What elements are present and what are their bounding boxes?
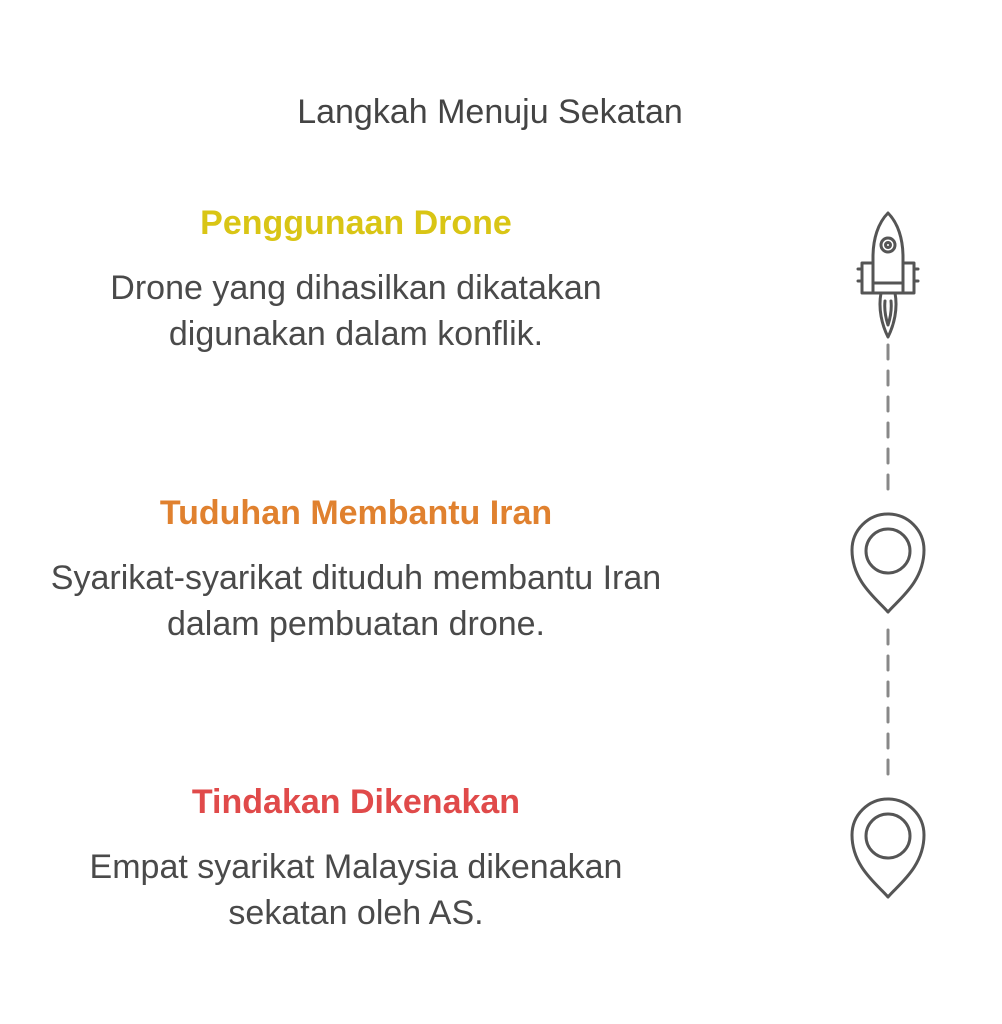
timeline [840,205,940,915]
step-heading: Tindakan Dikenakan [191,783,521,821]
map-pin-icon [852,514,924,612]
step-penggunaan-drone [0,203,712,357]
step-description: Drone yang dihasilkan dikatakan digunakan dalam konflik. [110,269,602,353]
step-heading: Penggunaan Drone [200,204,512,242]
rocket-icon [858,213,918,337]
step-tindakan-dikenakan [0,782,712,936]
map-pin-icon [852,799,924,897]
step-description: Syarikat-syarikat dituduh membantu Iran dalam pembuatan drone. [50,559,662,643]
page-title: Langkah Menuju Sekatan [297,93,683,131]
step-heading: Tuduhan Membantu Iran [159,494,553,532]
step-description: Empat syarikat Malaysia dikenakan sekatan oleh AS. [89,848,623,932]
step-tuduhan-membantu-iran [0,493,712,647]
